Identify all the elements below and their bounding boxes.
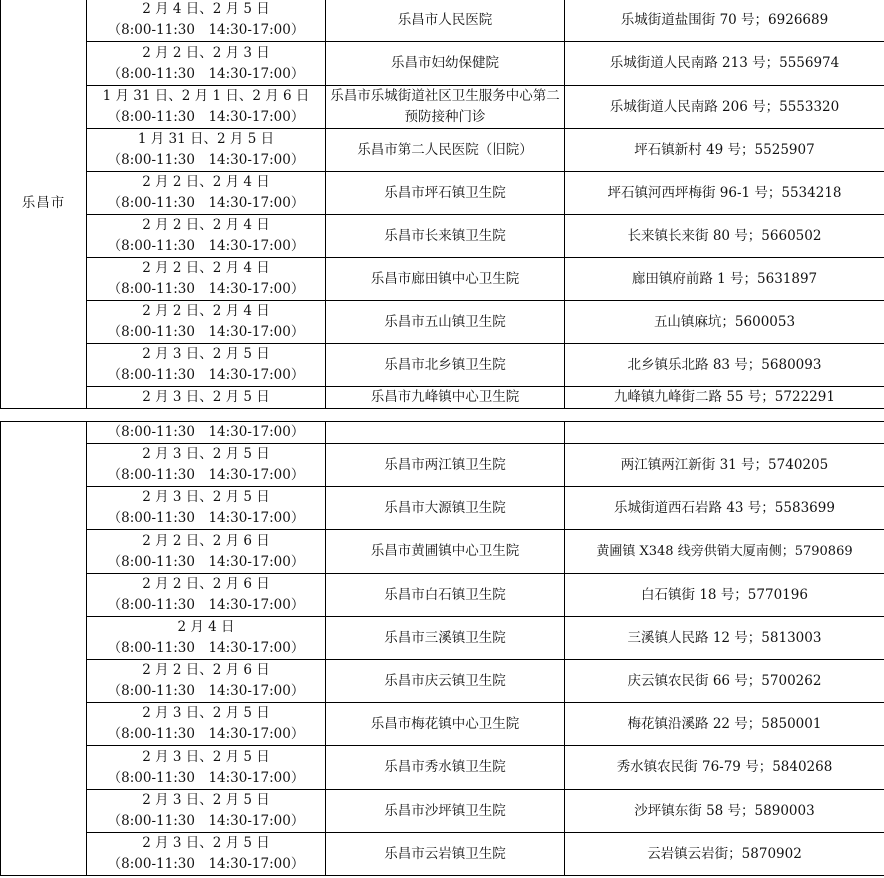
table-row <box>1 172 884 215</box>
date-cell <box>87 833 326 876</box>
address-cell <box>565 86 884 129</box>
site-cell <box>326 574 565 617</box>
address-cell <box>565 574 884 617</box>
date-text: 2 月 4 日 <box>177 619 235 635</box>
table-row <box>1 617 884 660</box>
region-cell <box>1 0 87 409</box>
hours-text: （8:00-11:30 14:30-17:00） <box>107 367 305 383</box>
table-row <box>1 444 884 487</box>
site-name: 乐昌市白石镇卫生院 <box>384 586 506 603</box>
table-row-split-bottom <box>1 422 884 444</box>
site-name: 乐昌市黄圃镇中心卫生院 <box>370 543 520 559</box>
address-cell <box>565 422 884 444</box>
table-row <box>1 344 884 387</box>
address-phone: 五山镇麻坑；5600053 <box>653 313 796 330</box>
table-row-split-top <box>1 387 884 409</box>
hours-text: （8:00-11:30 14:30-17:00） <box>107 856 305 872</box>
site-name: 乐昌市大源镇卫生院 <box>384 499 506 516</box>
site-name: 乐昌市秀水镇卫生院 <box>384 759 506 775</box>
hours-text: （8:00-11:30 14:30-17:00） <box>107 683 305 699</box>
site-cell <box>326 703 565 746</box>
address-phone: 梅花镇沿溪路 22 号；5850001 <box>627 715 822 732</box>
site-name: 乐昌市长来镇卫生院 <box>384 227 506 244</box>
site-cell <box>326 387 565 409</box>
date-text: 2 月 3 日、2 月 5 日 <box>142 835 270 851</box>
date-cell <box>87 42 326 86</box>
table-row <box>1 703 884 746</box>
address-cell <box>565 617 884 660</box>
site-cell <box>326 301 565 344</box>
site-name: 乐昌市人民医院 <box>397 11 493 28</box>
address-phone: 两江镇两江新街 31 号；5740205 <box>620 456 829 473</box>
site-cell <box>326 746 565 790</box>
address-cell <box>565 530 884 574</box>
date-text: 2 月 2 日、2 月 4 日 <box>142 303 270 319</box>
address-phone: 坪石镇河西坪梅街 96-1 号；5534218 <box>607 184 842 201</box>
hours-text: （8:00-11:30 14:30-17:00） <box>107 597 305 613</box>
address-phone: 沙坪镇东街 58 号；5890003 <box>634 802 815 819</box>
date-text: 2 月 3 日、2 月 5 日 <box>142 489 270 505</box>
site-name: 乐昌市梅花镇中心卫生院 <box>370 715 520 732</box>
date-cell <box>87 129 326 172</box>
site-cell <box>326 42 565 86</box>
date-text: 2 月 2 日、2 月 4 日 <box>142 174 270 190</box>
site-name: 乐昌市云岩镇卫生院 <box>384 845 506 862</box>
table-body-page-1 <box>1 0 884 409</box>
address-cell <box>565 660 884 703</box>
date-text: 1 月 31 日、2 月 5 日 <box>137 131 275 147</box>
date-cell <box>87 487 326 530</box>
region-cell <box>1 422 87 876</box>
date-text: 2 月 2 日、2 月 6 日 <box>142 576 270 592</box>
site-name: 乐昌市廊田镇中心卫生院 <box>370 270 520 287</box>
site-cell <box>326 660 565 703</box>
address-phone: 长来镇长来街 80 号；5660502 <box>627 227 822 244</box>
site-name: 乐昌市五山镇卫生院 <box>384 313 506 330</box>
date-cell <box>87 444 326 487</box>
table-row <box>1 660 884 703</box>
address-cell <box>565 301 884 344</box>
address-cell <box>565 790 884 833</box>
date-text: 2 月 3 日、2 月 5 日 <box>142 792 270 808</box>
table-row <box>1 574 884 617</box>
site-name: 乐昌市坪石镇卫生院 <box>384 184 506 201</box>
address-phone: 九峰镇九峰街二路 55 号；5722291 <box>614 389 835 405</box>
address-phone: 黄圃镇 X348 线旁供销大厦南侧；5790869 <box>596 544 853 559</box>
address-phone: 白石镇街 18 号；5770196 <box>641 586 808 603</box>
address-phone: 乐城街道西石岩路 43 号；5583699 <box>614 499 835 516</box>
date-cell <box>87 703 326 746</box>
date-text: 2 月 2 日、2 月 4 日 <box>142 217 270 233</box>
date-cell <box>87 574 326 617</box>
address-phone: 庆云镇农民街 66 号；5700262 <box>627 672 822 689</box>
address-cell <box>565 833 884 876</box>
address-phone: 北乡镇乐北路 83 号；5680093 <box>627 356 822 373</box>
site-cell <box>326 129 565 172</box>
date-cell <box>87 790 326 833</box>
date-cell <box>87 617 326 660</box>
date-text: 2 月 2 日、2 月 3 日 <box>142 44 270 61</box>
date-cell <box>87 344 326 387</box>
date-text: 2 月 3 日、2 月 5 日 <box>142 346 270 362</box>
site-cell <box>326 617 565 660</box>
site-cell <box>326 172 565 215</box>
table-row <box>1 215 884 258</box>
address-cell <box>565 746 884 790</box>
date-cell <box>87 172 326 215</box>
date-text: 2 月 3 日、2 月 5 日 <box>142 748 270 765</box>
site-cell <box>326 444 565 487</box>
vaccination-table-page-2 <box>0 421 884 876</box>
address-phone: 云岩镇云岩街；5870902 <box>647 845 802 862</box>
region-label: 乐昌市 <box>21 195 66 211</box>
address-phone: 坪石镇新村 49 号；5525907 <box>634 141 815 158</box>
date-cell <box>87 530 326 574</box>
address-cell <box>565 42 884 86</box>
date-cell <box>87 422 326 444</box>
date-cell <box>87 746 326 790</box>
date-text: 2 月 4 日、2 月 5 日 <box>142 1 270 17</box>
hours-text: （8:00-11:30 14:30-17:00） <box>107 424 305 440</box>
site-cell <box>326 487 565 530</box>
address-cell <box>565 703 884 746</box>
address-cell <box>565 258 884 301</box>
table-row <box>1 258 884 301</box>
table-row <box>1 0 884 42</box>
hours-text: （8:00-11:30 14:30-17:00） <box>107 281 305 297</box>
site-name: 乐昌市两江镇卫生院 <box>384 456 506 473</box>
hours-text: （8:00-11:30 14:30-17:00） <box>107 238 305 254</box>
address-cell <box>565 0 884 42</box>
site-cell <box>326 86 565 129</box>
hours-text: （8:00-11:30 14:30-17:00） <box>107 553 305 570</box>
date-cell <box>87 258 326 301</box>
table-row <box>1 129 884 172</box>
date-cell <box>87 215 326 258</box>
date-cell <box>87 0 326 42</box>
vaccination-table-page-1 <box>0 0 884 409</box>
date-cell <box>87 387 326 409</box>
address-phone: 乐城街道盐围街 70 号；6926689 <box>620 11 829 28</box>
hours-text: （8:00-11:30 14:30-17:00） <box>107 195 305 211</box>
site-name: 乐昌市第二人民医院（旧院） <box>357 141 533 158</box>
date-cell <box>87 660 326 703</box>
hours-text: （8:00-11:30 14:30-17:00） <box>107 467 305 483</box>
table-body-page-2 <box>1 422 884 876</box>
site-name: 乐昌市妇幼保健院 <box>391 55 499 71</box>
date-text: 2 月 2 日、2 月 6 日 <box>142 662 270 678</box>
address-cell <box>565 344 884 387</box>
table-row <box>1 42 884 86</box>
date-text: 2 月 3 日、2 月 5 日 <box>142 705 270 721</box>
hours-text: （8:00-11:30 14:30-17:00） <box>107 324 305 340</box>
site-cell <box>326 258 565 301</box>
address-phone: 三溪镇人民路 12 号；5813003 <box>627 629 822 646</box>
table-row <box>1 86 884 129</box>
address-cell <box>565 215 884 258</box>
site-name: 乐昌市庆云镇卫生院 <box>384 672 506 689</box>
site-name: 乐昌市乐城街道社区卫生服务中心第二预防接种门诊 <box>330 88 560 125</box>
hours-text: （8:00-11:30 14:30-17:00） <box>107 109 305 125</box>
date-text: 2 月 3 日、2 月 5 日 <box>142 446 270 462</box>
address-cell <box>565 172 884 215</box>
table-row <box>1 833 884 876</box>
site-cell <box>326 530 565 574</box>
site-name: 乐昌市沙坪镇卫生院 <box>384 802 506 819</box>
hours-text: （8:00-11:30 14:30-17:00） <box>107 510 305 526</box>
hours-text: （8:00-11:30 14:30-17:00） <box>107 65 305 82</box>
date-cell <box>87 301 326 344</box>
table-row <box>1 530 884 574</box>
table-row <box>1 746 884 790</box>
address-cell <box>565 129 884 172</box>
address-phone: 乐城街道人民南路 213 号；5556974 <box>609 55 840 71</box>
date-text: 1 月 31 日、2 月 1 日、2 月 6 日 <box>102 88 310 104</box>
site-cell <box>326 215 565 258</box>
date-text: 2 月 2 日、2 月 4 日 <box>142 260 270 276</box>
site-cell <box>326 0 565 42</box>
site-cell <box>326 790 565 833</box>
address-phone: 秀水镇农民街 76-79 号；5840268 <box>616 759 833 775</box>
hours-text: （8:00-11:30 14:30-17:00） <box>107 769 305 786</box>
hours-text: （8:00-11:30 14:30-17:00） <box>107 22 305 38</box>
hours-text: （8:00-11:30 14:30-17:00） <box>107 726 305 742</box>
date-text: 2 月 2 日、2 月 6 日 <box>142 532 270 549</box>
address-cell <box>565 387 884 409</box>
site-cell <box>326 833 565 876</box>
site-name: 乐昌市九峰镇中心卫生院 <box>370 389 520 405</box>
site-name: 乐昌市三溪镇卫生院 <box>384 629 506 646</box>
site-cell <box>326 422 565 444</box>
address-phone: 乐城街道人民南路 206 号；5553320 <box>609 98 840 115</box>
page-break <box>0 412 884 421</box>
hours-text: （8:00-11:30 14:30-17:00） <box>107 640 305 656</box>
address-cell <box>565 444 884 487</box>
table-row <box>1 790 884 833</box>
site-cell <box>326 344 565 387</box>
table-row <box>1 301 884 344</box>
date-cell <box>87 86 326 129</box>
hours-text: （8:00-11:30 14:30-17:00） <box>107 152 305 168</box>
address-cell <box>565 487 884 530</box>
address-phone: 廊田镇府前路 1 号；5631897 <box>631 270 818 287</box>
site-name: 乐昌市北乡镇卫生院 <box>384 356 506 373</box>
date-text: 2 月 3 日、2 月 5 日 <box>142 389 270 405</box>
hours-text: （8:00-11:30 14:30-17:00） <box>107 813 305 829</box>
table-row <box>1 487 884 530</box>
